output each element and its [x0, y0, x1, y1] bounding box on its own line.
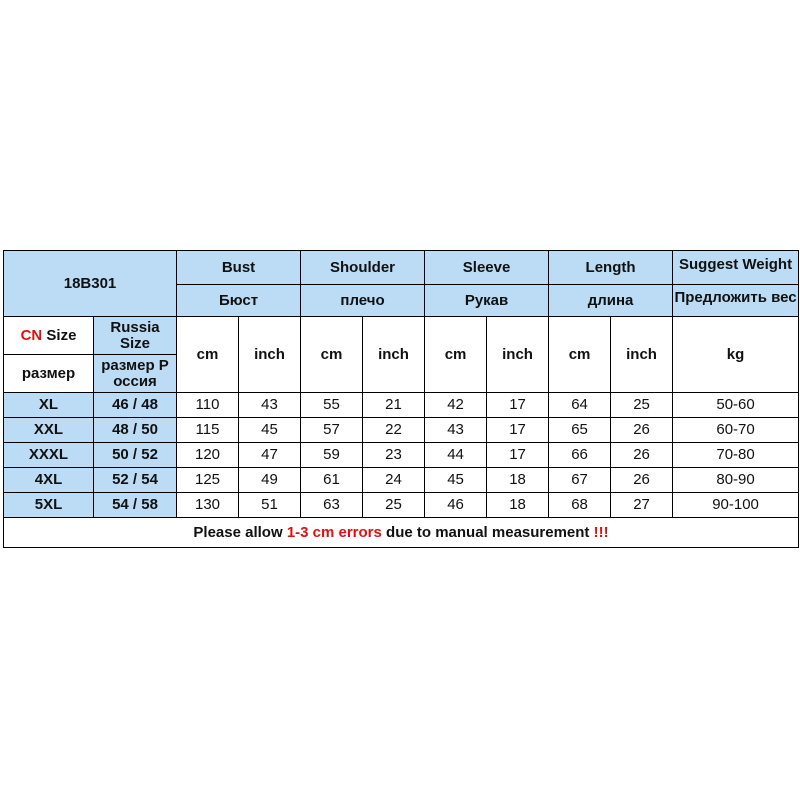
sleeve-cm-cell: 45: [425, 468, 487, 493]
weight-cell: 80-90: [673, 468, 799, 493]
weight-cell: 60-70: [673, 418, 799, 443]
header-weight-ru-text: Предложить вес: [674, 288, 797, 306]
header-length-ru: длина: [549, 285, 673, 317]
sleeve-inch-cell: 18: [487, 493, 549, 518]
unit-shoulder-cm: cm: [301, 317, 363, 393]
length-inch-cell: 26: [611, 443, 673, 468]
sleeve-inch-cell: 17: [487, 443, 549, 468]
header-bust-en: Bust: [177, 251, 301, 285]
russia-size-cell: 50 / 52: [94, 443, 177, 468]
russia-size-cell: 48 / 50: [94, 418, 177, 443]
russia-size-ru-label: [94, 355, 177, 393]
measurement-note: [4, 518, 799, 548]
bust-inch-cell: 51: [239, 493, 301, 518]
length-inch-cell: 25: [611, 393, 673, 418]
unit-bust-cm: cm: [177, 317, 239, 393]
bust-inch-cell: 49: [239, 468, 301, 493]
bust-cm-cell: 110: [177, 393, 239, 418]
header-bust-ru: Бюст: [177, 285, 301, 317]
table-row: [4, 468, 799, 493]
length-cm-cell: 64: [549, 393, 611, 418]
header-length-en: Length: [549, 251, 673, 285]
header-sleeve-ru: Рукав: [425, 285, 549, 317]
size-chart-table: [3, 250, 799, 548]
russia-size-ru-line2: оссия: [113, 373, 157, 390]
shoulder-cm-cell: 57: [301, 418, 363, 443]
shoulder-inch-cell: 24: [363, 468, 425, 493]
russia-size-header: [94, 317, 177, 355]
note-highlight: 1-3 cm errors: [286, 523, 382, 541]
header-sleeve-en: Sleeve: [425, 251, 549, 285]
cn-size-cell: XL: [4, 393, 94, 418]
cn-size-header: [4, 317, 94, 355]
shoulder-inch-cell: 22: [363, 418, 425, 443]
russia-size-line2: Size: [120, 335, 151, 352]
header-shoulder-en: Shoulder: [301, 251, 425, 285]
header-weight-en: [673, 251, 799, 285]
sleeve-inch-cell: 17: [487, 393, 549, 418]
bust-cm-cell: 115: [177, 418, 239, 443]
bust-cm-cell: 120: [177, 443, 239, 468]
shoulder-inch-cell: 25: [363, 493, 425, 518]
table-row: [4, 443, 799, 468]
sleeve-cm-cell: 46: [425, 493, 487, 518]
note-before: Please allow: [193, 523, 287, 541]
russia-size-line1: Russia: [110, 319, 160, 336]
table-row: [4, 418, 799, 443]
sleeve-inch-cell: 18: [487, 468, 549, 493]
unit-sleeve-inch: inch: [487, 317, 549, 393]
unit-length-inch: inch: [611, 317, 673, 393]
unit-bust-inch: inch: [239, 317, 301, 393]
unit-weight-kg: kg: [673, 317, 799, 393]
unit-sleeve-cm: cm: [425, 317, 487, 393]
sleeve-cm-cell: 44: [425, 443, 487, 468]
length-cm-cell: 65: [549, 418, 611, 443]
length-inch-cell: 26: [611, 468, 673, 493]
note-exclaim: !!!: [593, 523, 609, 541]
shoulder-cm-cell: 63: [301, 493, 363, 518]
cn-size-prefix: CN: [20, 326, 43, 344]
cn-size-cell: 5XL: [4, 493, 94, 518]
unit-length-cm: cm: [549, 317, 611, 393]
sleeve-cm-cell: 42: [425, 393, 487, 418]
cn-size-cell: XXL: [4, 418, 94, 443]
russia-size-cell: 54 / 58: [94, 493, 177, 518]
sleeve-inch-cell: 17: [487, 418, 549, 443]
cn-size-cell: 4XL: [4, 468, 94, 493]
bust-inch-cell: 47: [239, 443, 301, 468]
shoulder-inch-cell: 23: [363, 443, 425, 468]
shoulder-inch-cell: 21: [363, 393, 425, 418]
russia-size-cell: 52 / 54: [94, 468, 177, 493]
header-weight-ru: [673, 285, 799, 317]
table-row: [4, 393, 799, 418]
russia-size-ru-line1: размер Р: [101, 357, 169, 374]
cn-size-suffix: Size: [42, 326, 77, 344]
weight-cell: 50-60: [673, 393, 799, 418]
unit-shoulder-inch: inch: [363, 317, 425, 393]
sleeve-cm-cell: 43: [425, 418, 487, 443]
bust-inch-cell: 45: [239, 418, 301, 443]
shoulder-cm-cell: 61: [301, 468, 363, 493]
cn-size-cell: XXXL: [4, 443, 94, 468]
header-shoulder-ru: плечо: [301, 285, 425, 317]
note-after: due to manual measurement: [381, 523, 594, 541]
length-cm-cell: 66: [549, 443, 611, 468]
length-cm-cell: 67: [549, 468, 611, 493]
length-inch-cell: 27: [611, 493, 673, 518]
table-row: [4, 493, 799, 518]
header-weight-en-text: Suggest Weight: [679, 255, 793, 273]
bust-cm-cell: 130: [177, 493, 239, 518]
bust-cm-cell: 125: [177, 468, 239, 493]
length-cm-cell: 68: [549, 493, 611, 518]
cn-size-ru-label: размер: [4, 355, 94, 393]
shoulder-cm-cell: 59: [301, 443, 363, 468]
bust-inch-cell: 43: [239, 393, 301, 418]
shoulder-cm-cell: 55: [301, 393, 363, 418]
weight-cell: 70-80: [673, 443, 799, 468]
model-code: 18B301: [4, 251, 177, 317]
weight-cell: 90-100: [673, 493, 799, 518]
length-inch-cell: 26: [611, 418, 673, 443]
russia-size-cell: 46 / 48: [94, 393, 177, 418]
